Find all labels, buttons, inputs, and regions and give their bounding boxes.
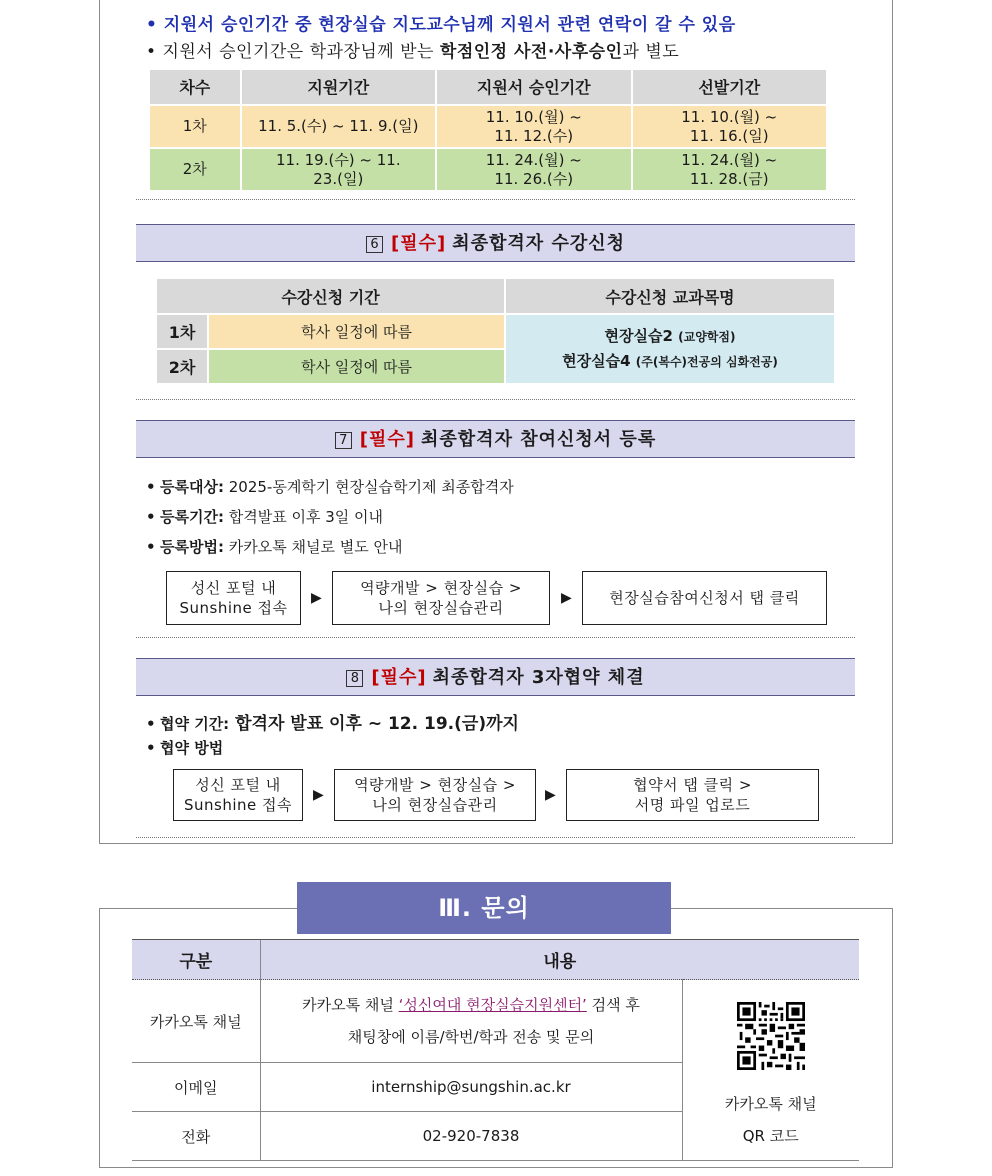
flow-step-upload: 협약서 탭 클릭 > 서명 파일 업로드 bbox=[566, 769, 819, 821]
section-number: 8 bbox=[346, 670, 363, 687]
email-value[interactable]: internship@sungshin.ac.kr bbox=[260, 1063, 682, 1112]
section-number: 6 bbox=[366, 236, 383, 253]
table-row bbox=[149, 148, 827, 191]
kakao-content: 카카오톡 채널 ‘성신여대 현장실습지원센터’ 검색 후 채팅창에 이름/학번/학과 전송 및 문의 bbox=[260, 980, 682, 1063]
qr-code-icon[interactable] bbox=[737, 1002, 805, 1070]
arrow-right-icon: ▶ bbox=[545, 787, 556, 803]
header-content: 내용 bbox=[260, 940, 859, 980]
kakao-channel-link[interactable]: ‘성신여대 현장실습지원센터’ bbox=[398, 996, 587, 1014]
period-cell: 학사 일정에 따름 bbox=[208, 314, 505, 349]
flow-step-tab: 현장실습참여신청서 탭 클릭 bbox=[582, 571, 827, 625]
section-6-header bbox=[136, 224, 855, 262]
phone-value[interactable]: 02-920-7838 bbox=[260, 1112, 682, 1161]
round-cell: 1차 bbox=[149, 105, 241, 148]
flow-step-menu: 역량개발 > 현장실습 > 나의 현장실습관리 bbox=[334, 769, 536, 821]
contact-table bbox=[132, 939, 859, 1161]
required-tag: [필수] bbox=[359, 429, 416, 450]
arrow-right-icon: ▶ bbox=[311, 590, 322, 606]
header-category: 구분 bbox=[132, 940, 260, 980]
period-cell: 학사 일정에 따름 bbox=[208, 349, 505, 384]
list-item: • 등록방법: 카카오톡 채널로 별도 안내 bbox=[146, 538, 403, 556]
arrow-right-icon: ▶ bbox=[313, 787, 324, 803]
header-round: 차수 bbox=[149, 69, 241, 105]
flow-step-menu: 역량개발 > 현장실습 > 나의 현장실습관리 bbox=[332, 571, 550, 625]
round-label: 2차 bbox=[156, 349, 208, 384]
section-title: 최종합격자 수강신청 bbox=[452, 233, 625, 254]
section-7-header bbox=[136, 420, 855, 458]
header-course: 수강신청 교과목명 bbox=[505, 278, 835, 314]
header-apply: 지원기간 bbox=[241, 69, 436, 105]
contact-title: Ⅲ. 문의 bbox=[297, 882, 671, 934]
list-item: • 등록기간: 합격발표 이후 3일 이내 bbox=[146, 508, 383, 526]
schedule-table bbox=[148, 68, 828, 192]
qr-cell bbox=[682, 980, 859, 1161]
approve-cell: 11. 10.(월) ~ 11. 12.(수) bbox=[436, 105, 631, 148]
divider bbox=[136, 399, 855, 400]
course-cell: 현장실습2 (교양학점) 현장실습4 (주(복수)전공의 심화전공) bbox=[505, 314, 835, 384]
flow-step-portal: 성신 포털 내 Sunshine 접속 bbox=[173, 769, 303, 821]
course-registration-table bbox=[155, 277, 836, 385]
section-title: 최종합격자 참여신청서 등록 bbox=[421, 429, 657, 450]
list-item: • 등록대상: 2025-동계학기 현장실습학기제 최종합격자 bbox=[146, 478, 514, 496]
approval-contact-note: • 지원서 승인기간 중 현장실습 지도교수님께 지원서 관련 연락이 갈 수 있음 bbox=[146, 15, 736, 35]
table-row bbox=[132, 980, 859, 1063]
divider bbox=[136, 837, 855, 838]
divider bbox=[136, 199, 855, 200]
header-approve: 지원서 승인기간 bbox=[436, 69, 631, 105]
header-select: 선발기간 bbox=[632, 69, 828, 105]
round-cell: 2차 bbox=[149, 148, 241, 191]
approval-separate-note: • 지원서 승인기간은 학과장님께 받는 학점인정 사전·사후승인과 별도 bbox=[146, 42, 680, 62]
round-label: 1차 bbox=[156, 314, 208, 349]
required-tag: [필수] bbox=[371, 667, 427, 688]
select-cell: 11. 24.(월) ~ 11. 28.(금) bbox=[632, 148, 828, 191]
section-8-header bbox=[136, 658, 855, 696]
qr-caption-line1: 카카오톡 채널 bbox=[724, 1095, 817, 1113]
email-label: 이메일 bbox=[132, 1063, 260, 1112]
flow-step-portal: 성신 포털 내 Sunshine 접속 bbox=[166, 571, 301, 625]
approve-cell: 11. 24.(월) ~ 11. 26.(수) bbox=[436, 148, 631, 191]
divider bbox=[136, 637, 855, 638]
kakao-label: 카카오톡 채널 bbox=[132, 980, 260, 1063]
phone-label: 전화 bbox=[132, 1112, 260, 1161]
apply-cell: 11. 5.(수) ~ 11. 9.(일) bbox=[241, 105, 436, 148]
apply-cell: 11. 19.(수) ~ 11. 23.(일) bbox=[241, 148, 436, 191]
table-row bbox=[149, 105, 827, 148]
required-tag: [필수] bbox=[391, 233, 447, 254]
section-number: 7 bbox=[335, 432, 352, 449]
section-title: 최종합격자 3자협약 체결 bbox=[432, 667, 645, 688]
header-period: 수강신청 기간 bbox=[156, 278, 505, 314]
arrow-right-icon: ▶ bbox=[561, 590, 572, 606]
list-item: • 협약 기간: 합격자 발표 이후 ~ 12. 19.(금)까지 bbox=[146, 714, 519, 734]
table-row bbox=[156, 314, 835, 349]
select-cell: 11. 10.(월) ~ 11. 16.(일) bbox=[632, 105, 828, 148]
list-item: • 협약 방법 bbox=[146, 739, 224, 757]
qr-caption-line2: QR 코드 bbox=[742, 1127, 799, 1145]
